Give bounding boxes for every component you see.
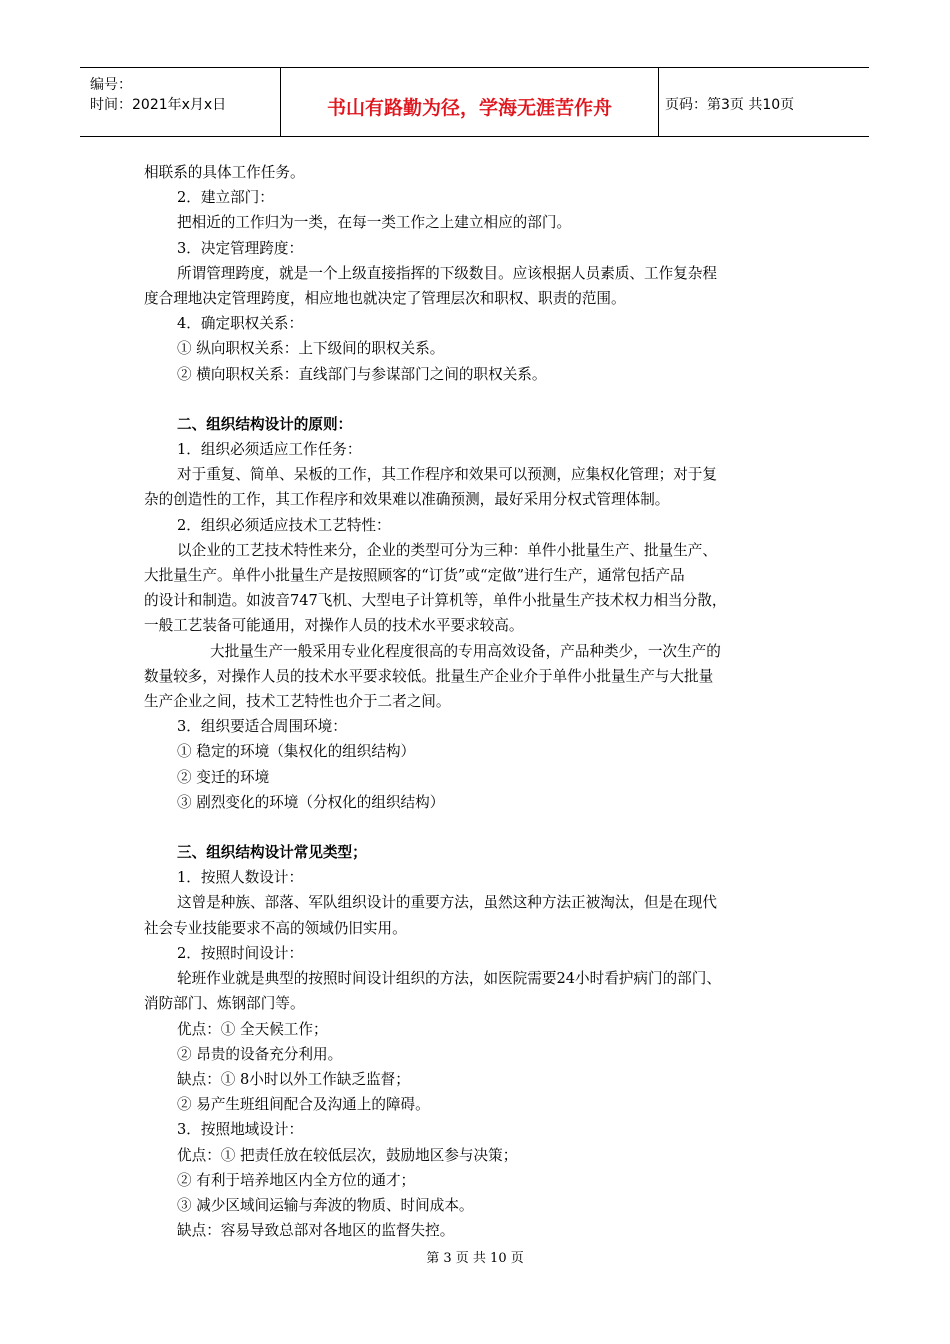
subheading: 3．组织要适合周围环境： [177,718,347,736]
text-line: 以企业的工艺技术特性来分，企业的类型可分为三种：单件小批量生产、批量生产、 [177,541,717,559]
header-motto: 书山有路勤为径，学海无涯苦作舟 [326,97,612,119]
subheading: 2．建立部门： [177,189,274,207]
text-line: 生产企业之间，技术工艺特性也介于二者之间。 [144,693,451,711]
list-item: 缺点：容易导致总部对各地区的监督失控。 [177,1222,455,1240]
text-line: 把相近的工作归为一类，在每一类工作之上建立相应的部门。 [177,214,572,232]
document-date: 时间：2021年x月x日 [90,97,227,113]
list-item: ② 昂贵的设备充分利用。 [177,1045,343,1063]
text-line: 消防部门、炼钢部门等。 [144,995,305,1013]
list-item: 优点：① 全天候工作； [177,1020,328,1038]
section-heading: 二、组织结构设计的原则： [177,415,353,433]
text-line: 对于重复、简单、呆板的工作，其工作程序和效果可以预测，应集权化管理；对于复 [177,466,717,484]
subheading: 1．按照人数设计： [177,869,304,887]
document-body [144,160,814,1243]
subheading: 3．按照地域设计： [177,1121,304,1139]
list-item: ② 易产生班组间配合及沟通上的障碍。 [177,1096,430,1114]
page-footer: 第 3 页 共 10 页 [426,1251,524,1266]
header-page-info: 页码：第3页 共10页 [665,97,795,113]
subheading: 3．决定管理跨度： [177,239,304,257]
text-line: 所谓管理跨度，就是一个上级直接指挥的下级数目。应该根据人员素质、工作复杂程 [177,264,717,282]
list-item: 缺点：① 8小时以外工作缺乏监督； [177,1070,410,1088]
subheading: 2．按照时间设计： [177,944,304,962]
text-line: 的设计和制造。如波音747飞机、大型电子计算机等，单件小批量生产技术权力相当分散， [144,592,727,610]
page-header [80,67,869,137]
section-heading: 三、组织结构设计常见类型； [177,844,367,862]
subheading: 1．组织必须适应工作任务： [177,441,362,459]
text-line: 这曾是种族、部落、军队组织设计的重要方法，虽然这种方法正被淘汰，但是在现代 [177,894,717,912]
list-item: ③ 减少区域间运输与奔波的物质、时间成本。 [177,1196,474,1214]
header-left-cell [80,68,281,136]
text-line: 杂的创造性的工作，其工作程序和效果难以准确预测，最好采用分权式管理体制。 [144,491,670,509]
text-line: 大批量生产一般采用专业化程度很高的专用高效设备，产品种类少，一次生产的 [210,642,721,660]
list-item: ② 横向职权关系：直线部门与参谋部门之间的职权关系。 [177,365,547,383]
text-line: 数量较多，对操作人员的技术水平要求较低。批量生产企业介于单件小批量生产与大批量 [144,667,714,685]
header-right-cell [659,68,869,136]
list-item: ③ 剧烈变化的环境（分权化的组织结构） [177,793,445,811]
text-line: 相联系的具体工作任务。 [144,164,305,181]
header-middle-cell [281,68,659,136]
list-item: ② 变迁的环境 [177,768,270,786]
subheading: 2．组织必须适应技术工艺特性： [177,516,391,534]
list-item: 优点：① 把责任放在较低层次，鼓励地区参与决策； [177,1146,518,1164]
text-line: 一般工艺装备可能通用，对操作人员的技术水平要求较高。 [144,617,524,635]
list-item: ① 稳定的环境（集权化的组织结构） [177,743,416,761]
document-number-label: 编号： [90,77,132,93]
text-line: 轮班作业就是典型的按照时间设计组织的方法，如医院需要24小时看护病门的部门、 [177,970,721,988]
text-line: 社会专业技能要求不高的领域仍旧实用。 [144,919,407,937]
text-line: 大批量生产。单件小批量生产是按照顾客的“订货”或“定做”进行生产，通常包括产品 [144,567,685,585]
list-item: ② 有利于培养地区内全方位的通才； [177,1171,416,1189]
text-line: 度合理地决定管理跨度，相应地也就决定了管理层次和职权、职责的范围。 [144,290,626,308]
subheading: 4．确定职权关系： [177,315,304,333]
list-item: ① 纵向职权关系：上下级间的职权关系。 [177,340,445,358]
